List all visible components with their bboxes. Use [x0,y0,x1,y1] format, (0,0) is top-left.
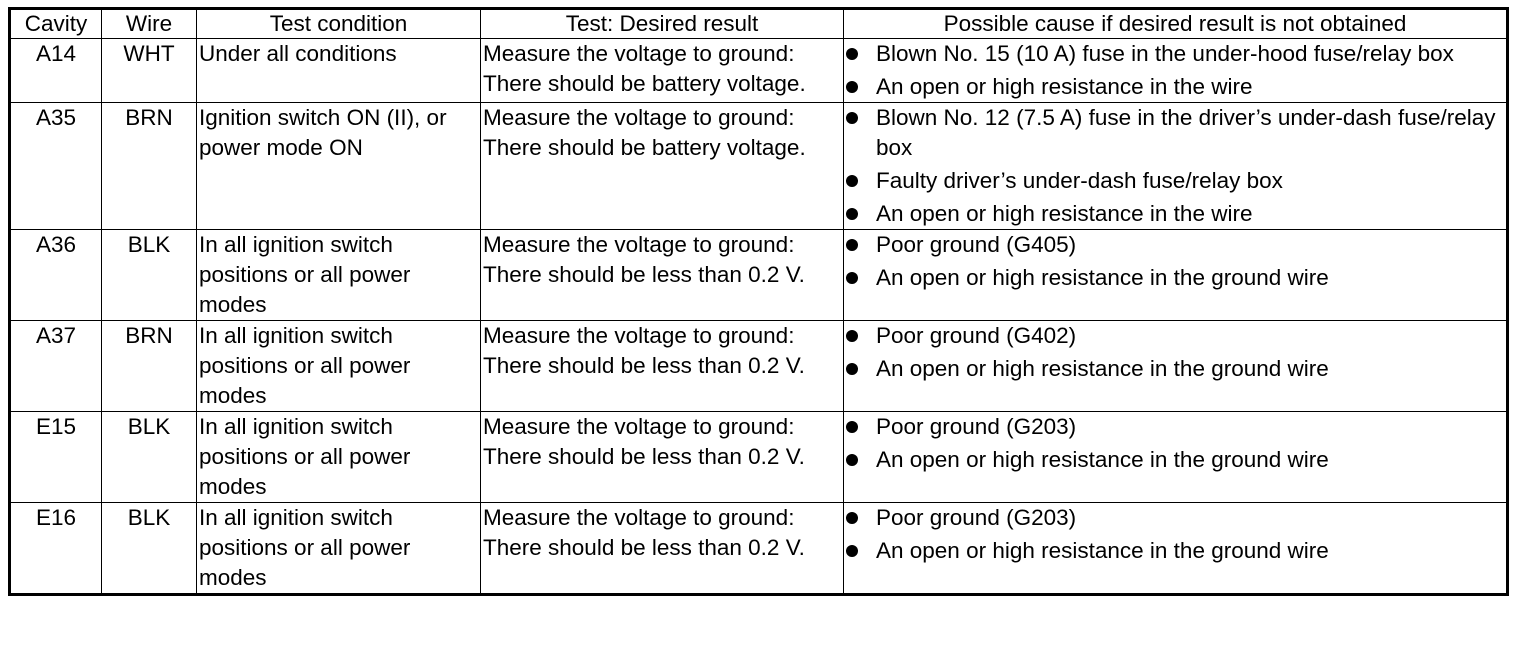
causes-cell [844,503,1508,595]
condition-cell: In all ignition switch positions or all power modes [197,412,481,503]
table-row [10,321,1508,412]
causes-cell [844,412,1508,503]
cause-text: Blown No. 12 (7.5 A) fuse in the driver’s under-dash fuse/relay box [876,105,1496,160]
wire-cell: BRN [102,103,197,230]
result-cell: Measure the voltage to ground: There should be less than 0.2 V. [481,412,844,503]
cause-text: Faulty driver’s under-dash fuse/relay box [876,168,1283,193]
cause-text: Poor ground (G203) [876,505,1077,530]
bullet-icon [846,208,858,220]
table-row [10,412,1508,503]
condition-cell: In all ignition switch positions or all power modes [197,321,481,412]
cavity-cell: E16 [10,503,102,595]
bullet-icon [846,512,858,524]
wire-cell: BLK [102,412,197,503]
cavity-cell: A37 [10,321,102,412]
cause-item [846,166,1504,196]
condition-cell: In all ignition switch positions or all power modes [197,230,481,321]
cause-text: An open or high resistance in the wire [876,74,1253,99]
bullet-icon [846,421,858,433]
table-body [10,39,1508,595]
cause-text: An open or high resistance in the ground wire [876,447,1329,472]
cause-list [846,230,1504,293]
bullet-icon [846,330,858,342]
cause-item [846,354,1504,384]
result-cell: Measure the voltage to ground: There should be battery voltage. [481,39,844,103]
cause-text: An open or high resistance in the ground wire [876,265,1329,290]
cause-item [846,103,1504,163]
causes-cell [844,321,1508,412]
wire-cell: BLK [102,503,197,595]
cause-text: An open or high resistance in the wire [876,201,1253,226]
condition-cell: Under all conditions [197,39,481,103]
cause-item [846,445,1504,475]
cause-item [846,503,1504,533]
bullet-icon [846,48,858,60]
table-row [10,103,1508,230]
cause-item [846,72,1504,102]
cause-text: Poor ground (G203) [876,414,1077,439]
table-row [10,503,1508,595]
cause-item [846,263,1504,293]
wire-cell: BLK [102,230,197,321]
cause-text: An open or high resistance in the ground wire [876,538,1329,563]
condition-cell: Ignition switch ON (II), or power mode ON [197,103,481,230]
result-cell: Measure the voltage to ground: There should be less than 0.2 V. [481,503,844,595]
header-row [10,9,1508,39]
cause-item [846,536,1504,566]
header-cavity: Cavity [10,9,102,39]
cavity-cell: A14 [10,39,102,103]
header-desired-result: Test: Desired result [481,9,844,39]
bullet-icon [846,545,858,557]
diagnostic-table [8,7,1509,596]
cause-list [846,412,1504,475]
table-header [10,9,1508,39]
cause-item [846,199,1504,229]
cause-list [846,39,1504,102]
cause-item [846,321,1504,351]
bullet-icon [846,239,858,251]
condition-cell: In all ignition switch positions or all power modes [197,503,481,595]
wire-cell: WHT [102,39,197,103]
bullet-icon [846,272,858,284]
result-cell: Measure the voltage to ground: There should be battery voltage. [481,103,844,230]
causes-cell [844,39,1508,103]
cause-text: Poor ground (G402) [876,323,1077,348]
cause-list [846,503,1504,566]
cavity-cell: E15 [10,412,102,503]
bullet-icon [846,81,858,93]
header-test-condition: Test condition [197,9,481,39]
cause-text: Blown No. 15 (10 A) fuse in the under-hood fuse/relay box [876,41,1454,66]
cause-item [846,39,1504,69]
bullet-icon [846,363,858,375]
cause-text: Poor ground (G405) [876,232,1077,257]
table-row [10,39,1508,103]
cavity-cell: A36 [10,230,102,321]
header-possible-cause: Possible cause if desired result is not obtained [844,9,1508,39]
table-row [10,230,1508,321]
causes-cell [844,103,1508,230]
result-cell: Measure the voltage to ground: There should be less than 0.2 V. [481,321,844,412]
cause-list [846,321,1504,384]
cavity-cell: A35 [10,103,102,230]
result-cell: Measure the voltage to ground: There should be less than 0.2 V. [481,230,844,321]
cause-item [846,412,1504,442]
bullet-icon [846,175,858,187]
cause-text: An open or high resistance in the ground wire [876,356,1329,381]
wire-cell: BRN [102,321,197,412]
header-wire: Wire [102,9,197,39]
bullet-icon [846,112,858,124]
causes-cell [844,230,1508,321]
cause-item [846,230,1504,260]
cause-list [846,103,1504,229]
bullet-icon [846,454,858,466]
